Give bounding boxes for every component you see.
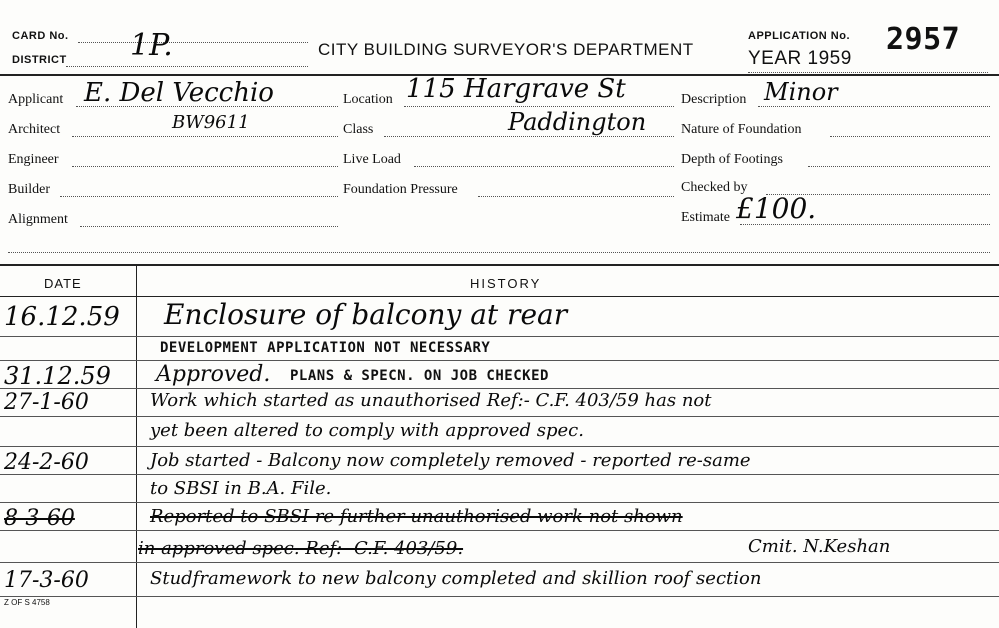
description-label: Description bbox=[681, 92, 747, 107]
entry-4-line-1: Job started - Balcony now completely removed - reported re-same bbox=[150, 450, 751, 471]
entry-5-line-2: in approved spec. Ref:- C.F. 403/59. bbox=[138, 538, 464, 559]
year-label: YEAR 1959 bbox=[748, 48, 852, 69]
description-value: Minor bbox=[764, 78, 838, 106]
card-no-label: CARD No. bbox=[12, 30, 69, 42]
application-no-value: 2957 bbox=[886, 22, 961, 57]
location-label: Location bbox=[343, 92, 393, 107]
live-load-label: Live Load bbox=[343, 152, 401, 167]
architect-label: Architect bbox=[8, 122, 61, 137]
estimate-label: Estimate bbox=[681, 210, 730, 225]
entry-3-line-1: Work which started as unauthorised Ref:- C.F. 403/59 has not bbox=[150, 390, 712, 411]
engineer-label: Engineer bbox=[8, 152, 59, 167]
entry-6-date: 17-3-60 bbox=[4, 568, 89, 593]
checked-by-label: Checked by bbox=[681, 180, 748, 195]
application-no-label: APPLICATION No. bbox=[748, 30, 851, 42]
nature-of-foundation-label: Nature of Foundation bbox=[681, 122, 802, 137]
entry-3-date: 27-1-60 bbox=[4, 390, 89, 415]
applicant-value: E. Del Vecchio bbox=[84, 78, 274, 108]
form-number: Z OF S 4758 bbox=[4, 598, 50, 607]
entry-4-date: 24-2-60 bbox=[4, 450, 89, 475]
builder-label: Builder bbox=[8, 182, 50, 197]
foundation-pressure-label: Foundation Pressure bbox=[343, 182, 458, 197]
applicant-label: Applicant bbox=[8, 92, 64, 107]
history-column-header: HISTORY bbox=[470, 276, 542, 291]
district-label: DISTRICT bbox=[12, 54, 67, 66]
entry-5-line-1: Reported to SBSI re further unauthorised work not shown bbox=[150, 506, 683, 527]
entry-1-stamp: DEVELOPMENT APPLICATION NOT NECESSARY bbox=[160, 340, 491, 356]
depth-of-footings-label: Depth of Footings bbox=[681, 152, 783, 167]
entry-4-line-2: to SBSI in B.A. File. bbox=[150, 478, 332, 499]
alignment-label: Alignment bbox=[8, 212, 68, 227]
entry-2-date: 31.12.59 bbox=[4, 362, 111, 390]
district-value: 1P. bbox=[130, 28, 173, 63]
entry-6-text: Studframework to new balcony completed and skillion roof section bbox=[150, 568, 762, 589]
entry-2-text: Approved. bbox=[156, 362, 271, 387]
entry-5-date: 8-3-60 bbox=[4, 506, 75, 531]
location-suburb: Paddington bbox=[508, 108, 647, 136]
entry-1-date: 16.12.59 bbox=[4, 302, 120, 332]
entry-1-text: Enclosure of balcony at rear bbox=[164, 298, 568, 331]
class-label: Class bbox=[343, 122, 374, 137]
location-value: 115 Hargrave St bbox=[406, 74, 626, 104]
entry-3-line-2: yet been altered to comply with approved spec. bbox=[150, 420, 584, 441]
entry-2-stamp: PLANS & SPECN. ON JOB CHECKED bbox=[290, 368, 549, 384]
department-title: CITY BUILDING SURVEYOR'S DEPARTMENT bbox=[318, 40, 694, 59]
date-column-header: DATE bbox=[44, 276, 82, 291]
entry-5-signature: Cmit. N.Keshan bbox=[748, 536, 891, 557]
estimate-value: £100. bbox=[736, 192, 817, 225]
architect-value: BW9611 bbox=[172, 112, 250, 133]
